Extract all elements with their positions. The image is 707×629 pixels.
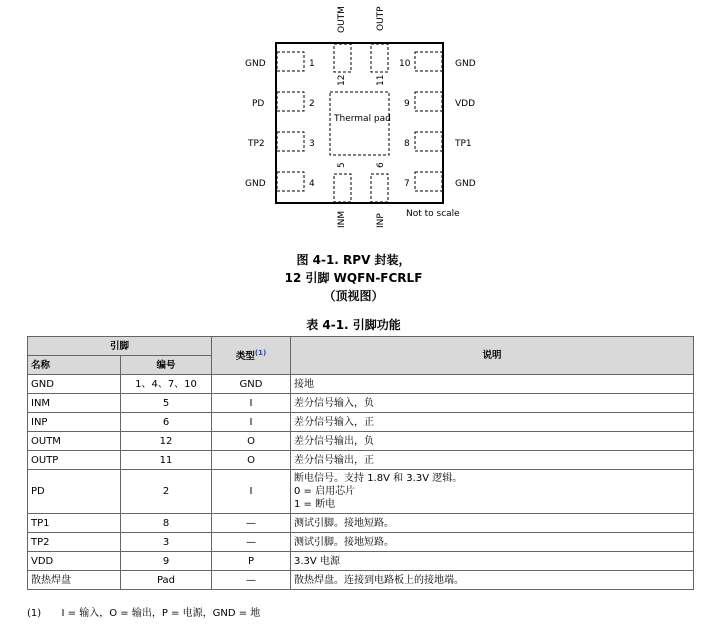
table-row	[28, 432, 694, 451]
description-line: 1 = 断电	[294, 499, 336, 510]
scale-note: Not to scale	[406, 209, 460, 219]
table-header-row	[28, 337, 694, 356]
cell-number: 6	[121, 413, 212, 432]
cell-description: 差分信号输入，负	[291, 394, 694, 413]
cell-type: I	[212, 470, 291, 514]
thermal-pad-label: Thermal pad	[334, 114, 391, 124]
pin-number-3: 3	[309, 139, 315, 149]
cell-type: —	[212, 571, 291, 590]
pin-number-7: 7	[404, 179, 410, 189]
pin-label-outm: OUTM	[337, 6, 347, 33]
pin-number-9: 9	[404, 99, 410, 109]
cell-name: PD	[28, 470, 121, 514]
cell-type: O	[212, 432, 291, 451]
pin-number-8: 8	[404, 139, 410, 149]
cell-type: I	[212, 413, 291, 432]
table-row	[28, 375, 694, 394]
cell-type: I	[212, 394, 291, 413]
cell-name: INP	[28, 413, 121, 432]
pin-number-12: 12	[337, 74, 347, 86]
cell-name: OUTP	[28, 451, 121, 470]
header-pin: 引脚	[28, 337, 212, 356]
table-row	[28, 552, 694, 571]
figure-caption-line2: 12 引脚 WQFN-FCRLF	[284, 271, 423, 285]
cell-name: INM	[28, 394, 121, 413]
cell-number: 12	[121, 432, 212, 451]
pin-label-left-4: GND	[245, 179, 266, 189]
cell-number: Pad	[121, 571, 212, 590]
cell-type: O	[212, 451, 291, 470]
figure-caption-line3: （顶视图）	[323, 289, 384, 303]
pin-number-2: 2	[309, 99, 315, 109]
cell-name: TP1	[28, 514, 121, 533]
pin-label-inm: INM	[337, 210, 347, 228]
header-type-footnote-ref[interactable]: (1)	[254, 349, 267, 358]
table-row	[28, 533, 694, 552]
pin-label-left-3: TP2	[248, 139, 265, 149]
cell-name: 散热焊盘	[28, 571, 121, 590]
table-row	[28, 451, 694, 470]
pin-number-1: 1	[309, 59, 315, 69]
pin-label-right-8: TP1	[455, 139, 472, 149]
pin-label-outp: OUTP	[376, 6, 386, 31]
pin-function-table	[27, 336, 694, 590]
cell-description: 差分信号输出，正	[291, 451, 694, 470]
pin-label-left-2: PD	[252, 99, 265, 109]
pin-number-10: 10	[399, 59, 411, 69]
pin-number-6: 6	[376, 162, 386, 168]
cell-description: 3.3V 电源	[291, 552, 694, 571]
pin-label-right-7: GND	[455, 179, 476, 189]
pin-number-4: 4	[309, 179, 315, 189]
header-type	[212, 337, 291, 375]
cell-number: 2	[121, 470, 212, 514]
cell-type: —	[212, 514, 291, 533]
pin-label-left-1: GND	[245, 59, 266, 69]
cell-name: TP2	[28, 533, 121, 552]
cell-description: 差分信号输入，正	[291, 413, 694, 432]
pin-number-11: 11	[376, 74, 386, 86]
pin-label-right-9: VDD	[455, 99, 476, 109]
cell-description: 测试引脚。接地短路。	[291, 533, 694, 552]
cell-name: OUTM	[28, 432, 121, 451]
header-description: 说明	[291, 337, 694, 375]
header-name: 名称	[28, 356, 121, 375]
cell-description	[291, 470, 694, 514]
table-row	[28, 470, 694, 514]
cell-number: 5	[121, 394, 212, 413]
pin-number-5: 5	[337, 162, 347, 168]
cell-number: 11	[121, 451, 212, 470]
table-row	[28, 571, 694, 590]
cell-number: 3	[121, 533, 212, 552]
cell-number: 8	[121, 514, 212, 533]
footnote-text: I = 输入，O = 输出，P = 电源，GND = 地	[61, 608, 261, 619]
table-row	[28, 394, 694, 413]
pin-label-inp: INP	[376, 213, 386, 228]
table-row	[28, 514, 694, 533]
cell-type: —	[212, 533, 291, 552]
description-line: 0 = 启用芯片	[294, 486, 356, 497]
cell-description: 接地	[291, 375, 694, 394]
cell-description: 散热焊盘。连接到电路板上的接地端。	[291, 571, 694, 590]
table-title: 表 4-1. 引脚功能	[306, 318, 401, 332]
cell-type: P	[212, 552, 291, 571]
header-type-label: 类型	[235, 351, 255, 363]
cell-description: 差分信号输出，负	[291, 432, 694, 451]
cell-name: VDD	[28, 552, 121, 571]
pin-label-right-10: GND	[455, 59, 476, 69]
cell-type: GND	[212, 375, 291, 394]
cell-number: 1、4、7、10	[121, 375, 212, 394]
table-row	[28, 413, 694, 432]
cell-description: 测试引脚。接地短路。	[291, 514, 694, 533]
cell-name: GND	[28, 375, 121, 394]
figure-caption-line1: 图 4-1. RPV 封装，	[296, 253, 411, 267]
header-number: 编号	[121, 356, 212, 375]
description-line: 断电信号。支持 1.8V 和 3.3V 逻辑。	[294, 473, 463, 484]
footnote-mark: (1)	[27, 608, 42, 619]
footnote	[27, 604, 260, 619]
cell-number: 9	[121, 552, 212, 571]
